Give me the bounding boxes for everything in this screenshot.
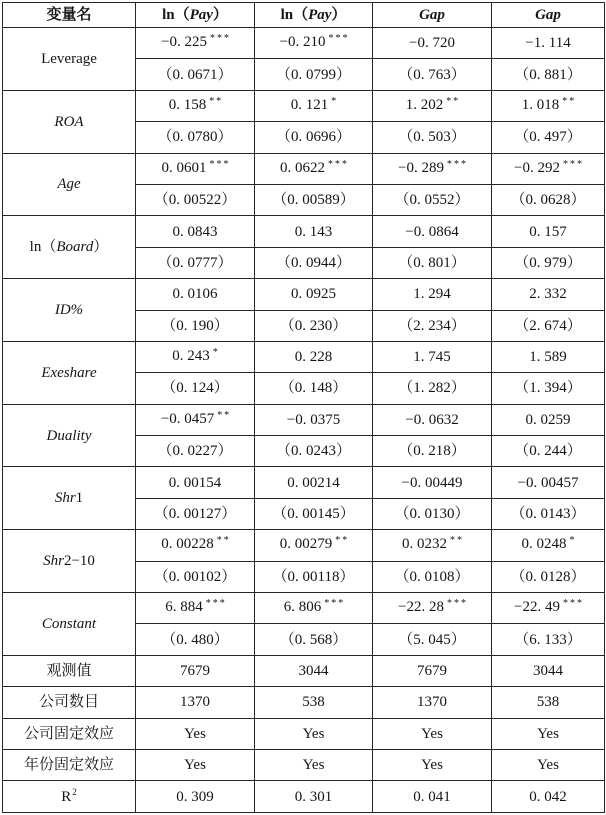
coefficient-cell: [255, 90, 373, 121]
variable-name-cell: [3, 467, 136, 530]
coefficient-value: 0. 0259: [525, 411, 571, 428]
coefficient-value: −0. 720: [409, 35, 455, 52]
statistic-value-cell: 538: [255, 687, 373, 718]
label-text: R: [61, 788, 72, 805]
coefficient-row: [3, 404, 605, 435]
coefficient-cell: [492, 593, 605, 624]
label-text: ）: [93, 239, 109, 256]
coefficient-cell: [136, 593, 255, 624]
coefficient-cell: [373, 153, 492, 184]
column-header-model-1: [136, 3, 255, 28]
coefficient-value: −0. 0632: [405, 411, 459, 428]
coefficient-row: [3, 28, 605, 59]
label-text: Age: [57, 176, 81, 193]
statistic-name-cell: [3, 718, 136, 749]
coefficient-row: [3, 467, 605, 498]
coefficient-value: 0. 0106: [172, 286, 218, 303]
standard-error-cell: （0. 00589）: [255, 184, 373, 215]
coefficient-value: 1. 294: [413, 286, 451, 303]
label-text: ID%: [54, 302, 84, 319]
statistic-name-cell: [3, 687, 136, 718]
coefficient-cell: [373, 593, 492, 624]
coefficient-value: −22. 28: [398, 599, 444, 616]
coefficient-cell: [492, 341, 605, 372]
coefficient-cell: [373, 341, 492, 372]
significance-stars: ***: [205, 598, 227, 610]
standard-error-cell: （0. 0227）: [136, 436, 255, 467]
standard-error-cell: （0. 244）: [492, 436, 605, 467]
coefficient-cell: [136, 90, 255, 121]
coefficient-cell: [373, 404, 492, 435]
coefficient-value: 0. 00228: [161, 536, 214, 553]
coefficient-cell: [373, 467, 492, 498]
coefficient-cell: [373, 28, 492, 59]
coefficient-value: −0. 289: [398, 159, 444, 176]
standard-error-cell: （0. 480）: [136, 624, 255, 655]
coefficient-cell: [136, 279, 255, 310]
label-text: 2: [72, 786, 77, 797]
significance-stars: *: [331, 95, 339, 107]
statistic-value-cell: 7679: [373, 655, 492, 686]
standard-error-cell: （0. 0944）: [255, 247, 373, 278]
label-text: Leverage: [41, 50, 97, 67]
statistic-value-cell: Yes: [492, 718, 605, 749]
coefficient-value: 0. 143: [294, 223, 333, 240]
standard-error-cell: （0. 148）: [255, 373, 373, 404]
standard-error-cell: （0. 124）: [136, 373, 255, 404]
coefficient-value: 0. 0622: [280, 159, 325, 176]
coefficient-value: −0. 225: [161, 34, 207, 51]
coefficient-value: 0. 158: [168, 96, 207, 113]
label-text: ln（: [162, 7, 190, 23]
label-text: 1: [75, 490, 84, 507]
statistic-value-cell: Yes: [373, 718, 492, 749]
statistic-value-cell: 0. 041: [373, 781, 492, 812]
label-text: ln（: [280, 7, 309, 23]
statistic-value-cell: Yes: [373, 749, 492, 780]
coefficient-cell: [255, 404, 373, 435]
coefficient-value: 1. 202: [405, 96, 444, 113]
label-text: Shr: [54, 490, 76, 507]
coefficient-cell: [136, 216, 255, 247]
statistic-row: [3, 781, 605, 812]
coefficient-cell: [492, 153, 605, 184]
variable-name-cell: [3, 404, 136, 467]
standard-error-cell: （0. 0130）: [373, 498, 492, 529]
coefficient-value: −0. 0864: [405, 223, 459, 240]
coefficient-cell: [255, 593, 373, 624]
standard-error-cell: （6. 133）: [492, 624, 605, 655]
coefficient-value: −0. 0457: [160, 410, 215, 427]
standard-error-cell: （0. 190）: [136, 310, 255, 341]
variable-name-cell: [3, 593, 136, 656]
coefficient-cell: [492, 404, 605, 435]
coefficient-value: 0. 00154: [168, 474, 222, 491]
table-body: [3, 28, 605, 813]
coefficient-cell: [492, 90, 605, 121]
coefficient-value: 0. 228: [294, 349, 333, 366]
statistic-row: [3, 718, 605, 749]
coefficient-cell: [255, 28, 373, 59]
standard-error-cell: （0. 801）: [373, 247, 492, 278]
standard-error-cell: （1. 394）: [492, 373, 605, 404]
label-text: 公司固定效应: [23, 725, 114, 742]
standard-error-cell: （0. 0628）: [492, 184, 605, 215]
standard-error-cell: （0. 00118）: [255, 561, 373, 592]
coefficient-value: 0. 0843: [172, 223, 218, 240]
label-text: Pay: [308, 7, 332, 23]
label-text: ）: [212, 7, 228, 23]
coefficient-value: 2. 332: [529, 286, 567, 303]
coefficient-row: [3, 341, 605, 372]
standard-error-cell: （0. 0552）: [373, 184, 492, 215]
standard-error-cell: （0. 0671）: [136, 59, 255, 90]
coefficient-value: −0. 292: [514, 159, 560, 176]
label-text: Duality: [46, 427, 92, 444]
coefficient-cell: [373, 216, 492, 247]
standard-error-cell: （0. 0128）: [492, 561, 605, 592]
coefficient-value: 0. 00214: [287, 474, 340, 491]
standard-error-cell: （0. 00127）: [136, 498, 255, 529]
variable-name-cell: [3, 28, 136, 91]
label-text: Gap: [535, 7, 561, 23]
coefficient-cell: [136, 341, 255, 372]
coefficient-value: 6. 806: [283, 599, 322, 616]
label-text: Board: [56, 239, 94, 256]
coefficient-cell: [492, 530, 605, 561]
significance-stars: **: [562, 95, 577, 107]
coefficient-value: 0. 0925: [291, 286, 336, 303]
significance-stars: ***: [328, 158, 349, 170]
significance-stars: **: [217, 409, 232, 421]
coefficient-cell: [373, 90, 492, 121]
coefficient-value: −22. 49: [514, 599, 560, 616]
statistic-value-cell: Yes: [492, 749, 605, 780]
standard-error-cell: （0. 568）: [255, 624, 373, 655]
standard-error-cell: （2. 674）: [492, 310, 605, 341]
significance-stars: ***: [446, 598, 468, 610]
significance-stars: **: [216, 535, 231, 547]
standard-error-cell: （2. 234）: [373, 310, 492, 341]
label-text: ROA: [54, 113, 84, 130]
standard-error-cell: （0. 0108）: [373, 561, 492, 592]
coefficient-value: 0. 0601: [161, 159, 207, 176]
coefficient-cell: [255, 341, 373, 372]
significance-stars: **: [209, 95, 224, 107]
coefficient-row: [3, 90, 605, 121]
statistic-value-cell: Yes: [136, 718, 255, 749]
coefficient-row: [3, 279, 605, 310]
standard-error-cell: （0. 763）: [373, 59, 492, 90]
variable-name-cell: [3, 530, 136, 593]
significance-stars: **: [446, 95, 461, 107]
label-text: Gap: [419, 7, 445, 23]
statistic-value-cell: Yes: [255, 749, 373, 780]
statistic-value-cell: 0. 301: [255, 781, 373, 812]
coefficient-value: −0. 00449: [401, 474, 463, 491]
coefficient-row: [3, 216, 605, 247]
standard-error-cell: （0. 230）: [255, 310, 373, 341]
coefficient-row: [3, 153, 605, 184]
standard-error-cell: （0. 0143）: [492, 498, 605, 529]
standard-error-cell: （0. 00145）: [255, 498, 373, 529]
label-text: ln（: [29, 239, 57, 256]
standard-error-cell: （0. 00102）: [136, 561, 255, 592]
coefficient-row: [3, 593, 605, 624]
statistic-value-cell: 0. 309: [136, 781, 255, 812]
coefficient-cell: [255, 530, 373, 561]
variable-name-cell: [3, 216, 136, 279]
statistic-name-cell: [3, 781, 136, 812]
variable-name-cell: [3, 153, 136, 216]
significance-stars: **: [450, 535, 464, 547]
significance-stars: *: [569, 535, 577, 547]
significance-stars: ***: [562, 598, 584, 610]
coefficient-cell: [255, 279, 373, 310]
standard-error-cell: （0. 979）: [492, 247, 605, 278]
coefficient-value: −1. 114: [525, 35, 571, 52]
statistic-row: [3, 687, 605, 718]
standard-error-cell: （0. 497）: [492, 122, 605, 153]
coefficient-cell: [255, 216, 373, 247]
coefficient-value: 1. 589: [529, 349, 567, 366]
column-header-model-3: [373, 3, 492, 28]
statistic-value-cell: 3044: [255, 655, 373, 686]
coefficient-cell: [136, 28, 255, 59]
statistic-value-cell: 0. 042: [492, 781, 605, 812]
coefficient-value: 0. 243: [172, 348, 210, 365]
standard-error-cell: （0. 0799）: [255, 59, 373, 90]
standard-error-cell: （0. 0696）: [255, 122, 373, 153]
coefficient-row: [3, 530, 605, 561]
coefficient-value: −0. 0375: [286, 411, 341, 428]
label-text: Constant: [41, 615, 97, 632]
standard-error-cell: （5. 045）: [373, 624, 492, 655]
significance-stars: ***: [328, 33, 350, 45]
coefficient-cell: [492, 216, 605, 247]
table-header: [3, 3, 605, 28]
coefficient-value: 1. 018: [521, 96, 560, 113]
significance-stars: ***: [446, 158, 468, 170]
coefficient-cell: [492, 28, 605, 59]
label-text: Exeshare: [41, 364, 97, 381]
label-text: Pay: [189, 7, 213, 23]
significance-stars: **: [335, 535, 350, 547]
significance-stars: ***: [209, 33, 231, 45]
coefficient-cell: [492, 467, 605, 498]
coefficient-value: 6. 884: [165, 599, 203, 616]
coefficient-value: 0. 0248: [521, 536, 567, 553]
label-text: 观测值: [46, 663, 92, 679]
coefficient-cell: [373, 530, 492, 561]
standard-error-cell: （0. 881）: [492, 59, 605, 90]
statistic-name-cell: [3, 749, 136, 780]
standard-error-cell: （0. 503）: [373, 122, 492, 153]
label-text: ）: [331, 7, 347, 23]
statistic-row: [3, 655, 605, 686]
coefficient-cell: [492, 279, 605, 310]
label-text: Shr: [43, 553, 64, 570]
statistic-value-cell: 7679: [136, 655, 255, 686]
header-row: [3, 3, 605, 28]
coefficient-value: 0. 157: [529, 223, 567, 240]
label-text: 年份固定效应: [23, 757, 114, 774]
coefficient-value: 0. 0232: [402, 536, 447, 553]
standard-error-cell: （0. 00522）: [136, 184, 255, 215]
variable-name-cell: [3, 90, 136, 153]
statistic-value-cell: 1370: [373, 687, 492, 718]
statistic-name-cell: [3, 655, 136, 686]
column-header-model-2: [255, 3, 373, 28]
coefficient-value: 1. 745: [413, 349, 451, 366]
statistic-value-cell: 1370: [136, 687, 255, 718]
coefficient-cell: [136, 530, 255, 561]
coefficient-value: −0. 210: [279, 34, 326, 51]
coefficient-cell: [373, 279, 492, 310]
standard-error-cell: （0. 0780）: [136, 122, 255, 153]
label-text: 公司数目: [38, 694, 99, 711]
statistic-value-cell: 3044: [492, 655, 605, 686]
column-header-variable: 变量名: [3, 3, 136, 28]
statistic-value-cell: Yes: [136, 749, 255, 780]
variable-name-cell: [3, 341, 136, 404]
coefficient-cell: [255, 153, 373, 184]
significance-stars: ***: [562, 158, 584, 170]
coefficient-cell: [136, 153, 255, 184]
statistic-row: [3, 749, 605, 780]
significance-stars: ***: [209, 158, 231, 170]
significance-stars: *: [212, 347, 220, 359]
coefficient-value: 0. 00279: [279, 536, 333, 553]
coefficient-value: 0. 121: [290, 96, 329, 113]
label-text: 2−10: [63, 553, 95, 570]
variable-name-cell: [3, 279, 136, 342]
standard-error-cell: （0. 0243）: [255, 436, 373, 467]
regression-table: [2, 2, 605, 813]
coefficient-value: −0. 00457: [517, 474, 579, 491]
standard-error-cell: （0. 0777）: [136, 247, 255, 278]
statistic-value-cell: 538: [492, 687, 605, 718]
statistic-value-cell: Yes: [255, 718, 373, 749]
significance-stars: ***: [324, 598, 346, 610]
standard-error-cell: （1. 282）: [373, 373, 492, 404]
coefficient-cell: [136, 467, 255, 498]
coefficient-cell: [255, 467, 373, 498]
coefficient-cell: [136, 404, 255, 435]
column-header-model-4: [492, 3, 605, 28]
standard-error-cell: （0. 218）: [373, 436, 492, 467]
